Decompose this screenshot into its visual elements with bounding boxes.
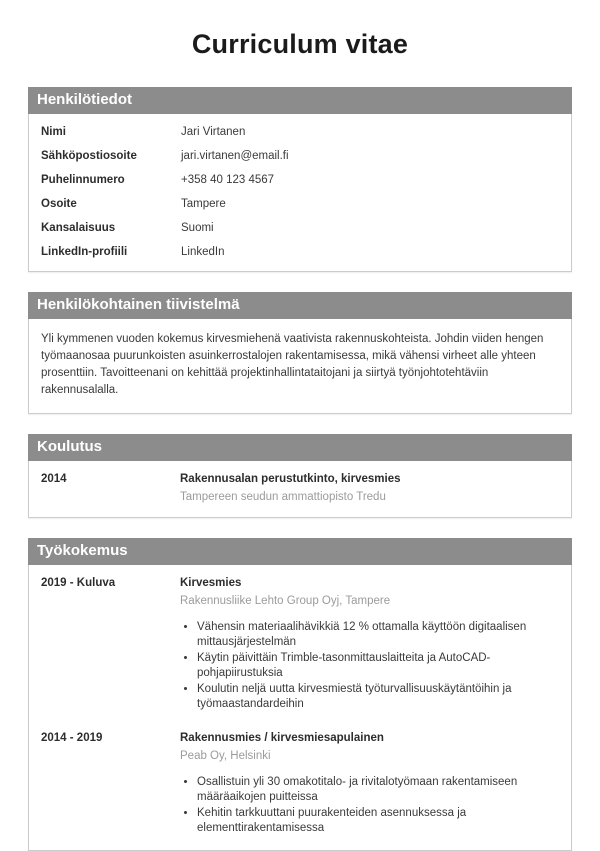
info-row-email bbox=[29, 144, 571, 168]
section-header-education: Koulutus bbox=[28, 434, 572, 461]
section-education bbox=[28, 434, 572, 518]
personal-info-table bbox=[28, 114, 572, 272]
info-value: Jari Virtanen bbox=[181, 125, 246, 138]
experience-list bbox=[28, 565, 572, 851]
education-entry bbox=[29, 472, 571, 504]
info-label: Nimi bbox=[41, 125, 66, 138]
bullet-item: • Koulutin neljä uutta kirvesmiestä työturvallisuuskäytäntöihin ja työmaastandardeihin bbox=[197, 682, 557, 711]
info-label: LinkedIn-profiili bbox=[41, 245, 128, 258]
entry-period: 2014 - 2019 bbox=[41, 732, 103, 744]
entry-subtitle: Peab Oy, Helsinki bbox=[180, 749, 271, 762]
entry-subtitle: Rakennusliike Lehto Group Oyj, Tampere bbox=[180, 594, 391, 607]
info-label: Sähköpostiosoite bbox=[41, 149, 137, 162]
bullet-item: • Vähensin materiaalihävikkiä 12 % ottamalla käyttöön digitaalisen mittausjärjestelmän bbox=[197, 620, 557, 649]
entry-title: Kirvesmies bbox=[180, 577, 242, 589]
entry-title: Rakennusalan perustutkinto, kirvesmies bbox=[180, 473, 401, 485]
entry-main bbox=[180, 731, 557, 837]
section-header-summary: Henkilökohtainen tiivistelmä bbox=[28, 292, 572, 319]
entry-main bbox=[180, 576, 557, 713]
info-row-name bbox=[29, 120, 571, 144]
page-title: Curriculum vitae bbox=[191, 29, 409, 59]
section-header-experience: Työkokemus bbox=[28, 538, 572, 565]
info-row-phone bbox=[29, 168, 571, 192]
bullet-item: • Osallistuin yli 30 omakotitalo- ja rivitalotyömaan rakentamiseen määräaikojen puitteissa bbox=[197, 775, 557, 804]
info-row-nationality bbox=[29, 216, 571, 240]
experience-entry bbox=[29, 576, 571, 713]
summary-box bbox=[28, 319, 572, 414]
section-header-personal: Henkilötiedot bbox=[28, 87, 572, 114]
entry-bullet-list bbox=[180, 620, 557, 711]
info-value: Suomi bbox=[181, 221, 214, 234]
info-label: Puhelinnumero bbox=[41, 173, 125, 186]
section-summary bbox=[28, 292, 572, 414]
bullet-item: • Kehitin tarkkuuttani puurakenteiden asennuksessa ja elementtirakentamisessa bbox=[197, 806, 557, 835]
experience-entry bbox=[29, 731, 571, 837]
education-list bbox=[28, 461, 572, 518]
info-row-address bbox=[29, 192, 571, 216]
entry-bullet-list bbox=[180, 775, 557, 835]
entry-subtitle: Tampereen seudun ammattiopisto Tredu bbox=[180, 490, 386, 503]
info-label: Kansalaisuus bbox=[41, 221, 116, 234]
entry-period: 2014 bbox=[41, 473, 67, 485]
summary-text: Yli kymmenen vuoden kokemus kirvesmiehenä vaativista rakennuskohteista. Johdin viiden hengen työmaanosaa puurunkoisten asuinkerrostalojen rakentamisessa, mikä vähensi virheet alle yhteen prosenttiin. Tavoitteenani on kehittää projektinhallintataitojani ja siirtyä työnjohtotehtäviin rakennusalalla. bbox=[41, 333, 544, 396]
section-personal bbox=[28, 87, 572, 272]
entry-period: 2019 - Kuluva bbox=[41, 577, 116, 589]
info-value: +358 40 123 4567 bbox=[181, 173, 275, 186]
section-experience bbox=[28, 538, 572, 851]
entry-title: Rakennusmies / kirvesmiesapulainen bbox=[180, 732, 384, 744]
cv-content bbox=[28, 87, 572, 851]
entry-main bbox=[180, 472, 557, 504]
info-value: LinkedIn bbox=[181, 245, 225, 258]
info-label: Osoite bbox=[41, 197, 77, 210]
info-row-linkedin bbox=[29, 240, 571, 264]
info-value: Tampere bbox=[181, 197, 226, 210]
bullet-item: • Käytin päivittäin Trimble-tasonmittauslaitteita ja AutoCAD-pohjapiirustuksia bbox=[197, 651, 557, 680]
info-value: jari.virtanen@email.fi bbox=[181, 149, 289, 162]
